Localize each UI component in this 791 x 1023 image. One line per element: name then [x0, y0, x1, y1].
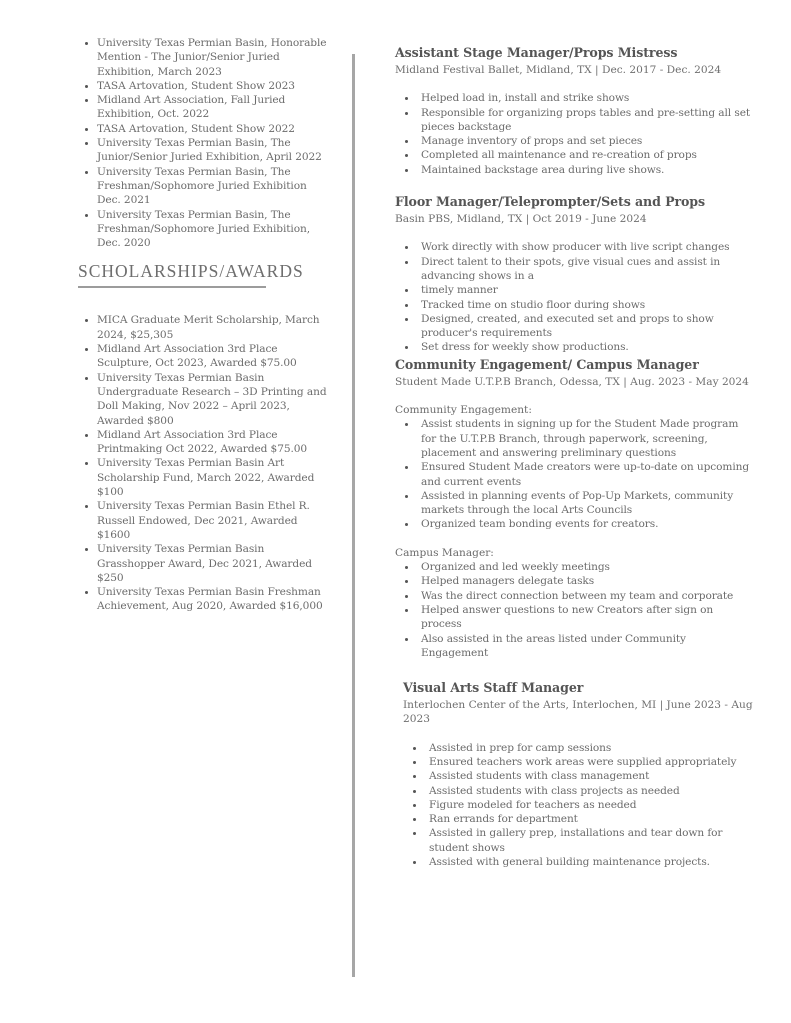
- list-item: Assisted students with class management: [429, 769, 755, 783]
- list-item: University Texas Permian Basin, Honorable Mention - The Junior/Senior Juried Exhibition, March 2023: [97, 37, 327, 78]
- list-item: University Texas Permian Basin Undergraduate Research – 3D Printing and Doll Making, Nov 2022 – April 2023, Awarded $800: [97, 371, 327, 427]
- scholarships-heading: SCHOLARSHIPS/AWARDS: [78, 261, 304, 282]
- list-item: Assisted in gallery prep, installations and tear down for student shows: [429, 826, 755, 855]
- list-item: Organized team bonding events for creators.: [421, 517, 755, 531]
- list-item: Assisted in planning events of Pop-Up Markets, community markets through the local Arts Councils: [421, 489, 755, 518]
- list-item: Work directly with show producer with live script changes: [421, 240, 755, 254]
- list-item: Helped answer questions to new Creators after sign on process: [421, 603, 755, 632]
- list-item: Midland Art Association 3rd Place Printmaking Oct 2022, Awarded $75.00: [97, 428, 328, 457]
- list-item: Set dress for weekly show productions.: [421, 340, 755, 354]
- job-stage-manager: [395, 45, 755, 177]
- list-item: University Texas Permian Basin, The Freshman/Sophomore Juried Exhibition Dec. 2021: [97, 165, 328, 208]
- list-item: Ran errands for department: [429, 812, 755, 826]
- job-bullets: [395, 560, 755, 660]
- list-item: Assisted students with class projects as needed: [429, 784, 755, 798]
- list-item: Midland Art Association, Fall Juried Exhibition, Oct. 2022: [97, 93, 328, 122]
- list-item: University Texas Permian Basin, The Freshman/Sophomore Juried Exhibition, Dec. 2020: [97, 208, 328, 251]
- list-item: Completed all maintenance and re-creation of props: [421, 148, 755, 162]
- section-divider: [78, 286, 266, 288]
- job-bullets: [395, 91, 755, 177]
- list-item: Midland Art Association 3rd Place Sculpture, Oct 2023, Awarded $75.00: [97, 342, 328, 371]
- list-item: Manage inventory of props and set pieces: [421, 134, 755, 148]
- list-item: Assisted with general building maintenance projects.: [429, 855, 755, 869]
- list-item: Also assisted in the areas listed under Community Engagement: [421, 632, 755, 661]
- job-meta: Midland Festival Ballet, Midland, TX | Dec. 2017 - Dec. 2024: [395, 64, 722, 76]
- job-meta: Student Made U.T.P.B Branch, Odessa, TX | Aug. 2023 - May 2024: [395, 375, 749, 388]
- sub-heading: Campus Manager:: [395, 546, 494, 559]
- job-community-engagement: [395, 357, 755, 660]
- job-meta: Basin PBS, Midland, TX | Oct 2019 - June 2024: [395, 213, 647, 226]
- list-item: University Texas Permian Basin, The Junior/Senior Juried Exhibition, April 2022: [97, 136, 328, 165]
- job-meta: Interlochen Center of the Arts, Interlochen, MI | June 2023 - Aug 2023: [403, 699, 753, 726]
- list-item: Maintained backstage area during live shows.: [421, 163, 755, 177]
- column-divider: [352, 54, 355, 977]
- list-item: MICA Graduate Merit Scholarship, March 2024, $25,305: [97, 313, 328, 342]
- list-item: University Texas Permian Basin Art Scholarship Fund, March 2022, Awarded $100: [97, 456, 328, 499]
- job-bullets: [395, 240, 755, 354]
- job-bullets: [403, 741, 755, 870]
- right-column: [395, 45, 755, 869]
- list-item: Designed, created, and executed set and props to show producer's requirements: [421, 312, 755, 341]
- job-title: Floor Manager/Teleprompter/Sets and Props: [395, 194, 705, 210]
- list-item: Was the direct connection between my team and corporate: [421, 589, 755, 603]
- list-item: Ensured Student Made creators were up-to-date on upcoming and current events: [421, 460, 755, 489]
- list-item: Direct talent to their spots, give visual cues and assist in advancing shows in a: [421, 255, 755, 284]
- sub-heading: Community Engagement:: [395, 404, 532, 417]
- list-item: Helped load in, install and strike shows: [421, 91, 755, 105]
- list-item: University Texas Permian Basin Freshman Achievement, Aug 2020, Awarded $16,000: [97, 585, 328, 614]
- job-visual-arts: [403, 680, 755, 869]
- scholarships-list: [78, 313, 328, 613]
- list-item: Tracked time on studio floor during shows: [421, 298, 755, 312]
- list-item: timely manner: [421, 283, 755, 297]
- list-item: Organized and led weekly meetings: [421, 560, 755, 574]
- job-title: Visual Arts Staff Manager: [403, 680, 584, 696]
- list-item: Ensured teachers work areas were supplied appropriately: [429, 755, 755, 769]
- list-item: University Texas Permian Basin Grasshopper Award, Dec 2021, Awarded $250: [97, 542, 328, 585]
- job-title: Community Engagement/ Campus Manager: [395, 356, 699, 372]
- exhibitions-list: [78, 36, 328, 250]
- list-item: TASA Artovation, Student Show 2022: [97, 122, 328, 136]
- list-item: Helped managers delegate tasks: [421, 574, 755, 588]
- job-bullets: [395, 417, 755, 531]
- list-item: Responsible for organizing props tables and pre-setting all set pieces backstage: [421, 106, 755, 135]
- job-floor-manager: [395, 194, 755, 355]
- left-column: [78, 36, 328, 614]
- list-item: TASA Artovation, Student Show 2023: [97, 79, 328, 93]
- list-item: Assisted in prep for camp sessions: [429, 741, 755, 755]
- list-item: University Texas Permian Basin Ethel R. Russell Endowed, Dec 2021, Awarded $1600: [97, 499, 328, 542]
- list-item: Assist students in signing up for the Student Made program for the U.T.P.B Branch, through paperwork, screening, placement and answering preliminary questions: [421, 417, 755, 460]
- list-item: Figure modeled for teachers as needed: [429, 798, 755, 812]
- job-title: Assistant Stage Manager/Props Mistress: [395, 45, 678, 60]
